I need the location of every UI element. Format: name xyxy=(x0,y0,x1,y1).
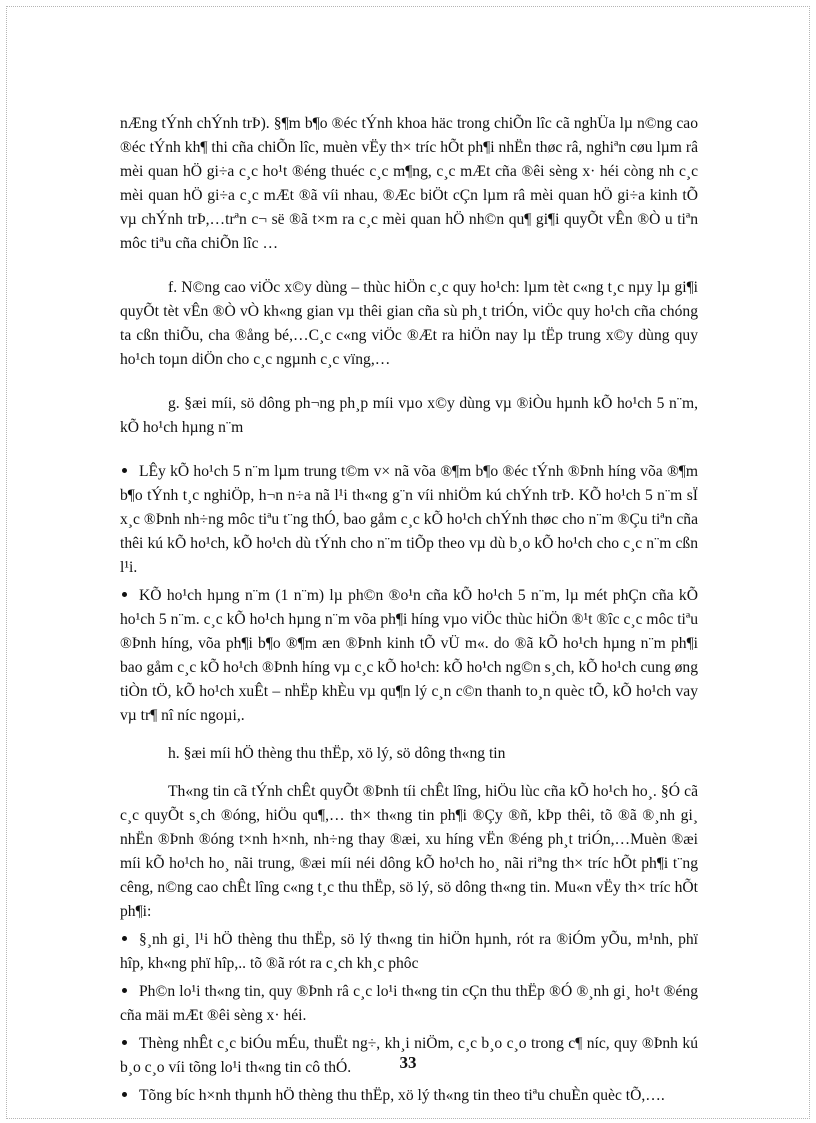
list-item-text: Tõng bíc h×nh thµnh hÖ thèng thu thËp, xö lý th«ng tin theo tiªu chuÈn quèc tÕ,…. xyxy=(139,1087,665,1104)
section-h-heading: h. §æi míi hÖ thèng thu thËp, xö lý, sö dông th«ng tin xyxy=(168,745,506,762)
bullet-icon xyxy=(122,592,127,597)
page-number: 33 xyxy=(399,1053,417,1072)
paragraph: Th«ng tin cã tÝnh chÊt quyÕt ®Þnh tíi chÊt lîng, hiÖu lùc cña kÕ ho¹ch ho¸. §Ó cã c¸c quyÕt s¸ch ®óng, hiÖu qu¶,… th× th«ng tin ph¶i ®Çy ®ñ, kÞp thêi, tõ ®ã ®¸nh gi¸ nhËn ®Þnh ®óng t×nh h×nh, nh÷ng thay ®æi, xu híng vËn ®éng ph¸t triÓn,…Muèn ®æi míi kÕ ho¹ch ho¸ nãi trung, ®æi míi néi dông kÕ ho¹ch ho¸ nãi riªng th× tríc hÕt ph¶i t¨ng cêng, n©ng cao chÊt lîng c«ng t¸c thu thËp, sö lý, sö dông th«ng tin. Mu«n vËy th× tríc hÕt ph¶i: xyxy=(120,783,698,920)
bullet-icon xyxy=(122,1040,127,1045)
bullet-icon xyxy=(122,936,127,941)
list-item xyxy=(120,1084,698,1108)
list-item-text: Ph©n lo¹i th«ng tin, quy ®Þnh râ c¸c lo¹i th«ng tin cÇn thu thËp ®Ó ®¸nh gi¸ ho¹t ®éng cña mäi mÆt ®êi sèng x· héi. xyxy=(120,983,698,1024)
bullet-icon xyxy=(122,1092,127,1097)
bullet-icon xyxy=(122,468,127,473)
section-g-heading: g. §æi míi, sö dông ph¬ng ph¸p míi vµo x©y dùng vµ ®iÒu hµnh kÕ ho¹ch 5 n¨m, kÕ ho¹ch hµng n¨m xyxy=(120,395,698,436)
document-body xyxy=(120,112,698,1108)
paragraph: nÆng tÝnh chÝnh trÞ). §¶m b¶o ®éc tÝnh khoa häc trong chiÕn lîc cã nghÜa lµ n©ng cao ®éc tÝnh kh¶ thi cña chiÕn lîc, muèn vËy th× tríc hÕt ph¶i nhËn thøc râ, nghiªn cøu lµm râ mèi quan hÖ gi÷a c¸c ho¹t ®éng thuéc c¸c m¶ng, c¸c mÆt cña ®êi sèng x· héi còng nh c¸c mèi quan hÖ gi÷a c¸c mÆt ®ã víi nhau, ®Æc biÖt cÇn lµm râ mèi quan hÖ gi÷a kinh tÕ vµ chÝnh trÞ,…trªn c¬ së ®ã t×m ra c¸c mèi quan hÖ nh©n qu¶ gi¶i quyÕt vÊn ®Ò u tiªn môc tiªu cña chiÕn lîc … xyxy=(120,115,698,252)
list-item xyxy=(120,928,698,976)
list-item xyxy=(120,584,698,728)
list-item-text: Thèng nhÊt c¸c biÓu mÉu, thuËt ng÷, kh¸i niÖm, c¸c b¸o c¸o trong c¶ níc, quy ®Þnh kú b¸o c¸o víi tõng lo¹i th«ng tin cô thÓ. xyxy=(120,1035,698,1076)
list-item xyxy=(120,980,698,1028)
list-item-text: LÊy kÕ ho¹ch 5 n¨m lµm trung t©m v× nã võa ®¶m b¶o ®éc tÝnh ®Þnh híng võa ®¶m b¶o tÝnh t¸c nghiÖp, h¬n n÷a nã l¹i th«ng g¨n víi nhiÖm kú chÝnh trÞ. KÕ ho¹ch 5 n¨m sÏ x¸c ®Þnh nh÷ng môc tiªu t¨ng thÓ, bao gåm c¸c kÕ ho¹ch chÝnh thøc cho n¨m ®Çu tiªn cña thêi kú kÕ ho¹ch, kÕ ho¹ch dù tÝnh cho n¨m tiÕp theo vµ dù b¸o kÕ ho¹ch cho c¸c n¨m cßn l¹i. xyxy=(120,463,698,576)
list-item xyxy=(120,460,698,580)
list-item-text: KÕ ho¹ch hµng n¨m (1 n¨m) lµ ph©n ®o¹n cña kÕ ho¹ch 5 n¨m, lµ mét phÇn cña kÕ ho¹ch 5 n¨m. c¸c kÕ ho¹ch hµng n¨m võa ph¶i híng vµo viÖc thùc hiÖn ®¹t ®îc c¸c môc tiªu ®Þnh híng, võa ph¶i b¶o ®¶m æn ®Þnh kinh tÕ vÜ m«. do ®ã kÕ ho¹ch hµng n¨m ph¶i bao gåm c¸c kÕ ho¹ch ®Þnh híng vµ c¸c kÕ ho¹ch: kÕ ho¹ch ng©n s¸ch, kÕ ho¹ch cung øng tiÒn tÖ, kÕ ho¹ch xuÊt – nhËp khÈu vµ qu¶n lý c¸n c©n thanh to¸n quèc tÕ, kÕ ho¹ch vay vµ tr¶ nî níc ngoµi,. xyxy=(120,587,698,724)
section-f-paragraph: f. N©ng cao viÖc x©y dùng – thùc hiÖn c¸c quy ho¹ch: lµm tèt c«ng t¸c nµy lµ gi¶i quyÕt tèt vÊn ®Ò vÒ kh«ng gian vµ thêi gian cña sù ph¸t triÓn, viÖc quy ho¹ch cña chóng ta cßn thiÕu, cha ®ång bé,…C¸c c«ng viÖc ®Æt ra hiÖn nay lµ tËp trung x©y dùng quy ho¹ch toµn diÖn cho c¸c ngµnh c¸c vïng,… xyxy=(120,279,698,368)
list-item-text: §¸nh gi¸ l¹i hÖ thèng thu thËp, sö lý th«ng tin hiÖn hµnh, rót ra ®iÓm yÕu, m¹nh, phï hîp, kh«ng phï hîp,.. tõ ®ã rót ra c¸ch kh¸c phôc xyxy=(120,931,698,972)
bullet-icon xyxy=(122,988,127,993)
